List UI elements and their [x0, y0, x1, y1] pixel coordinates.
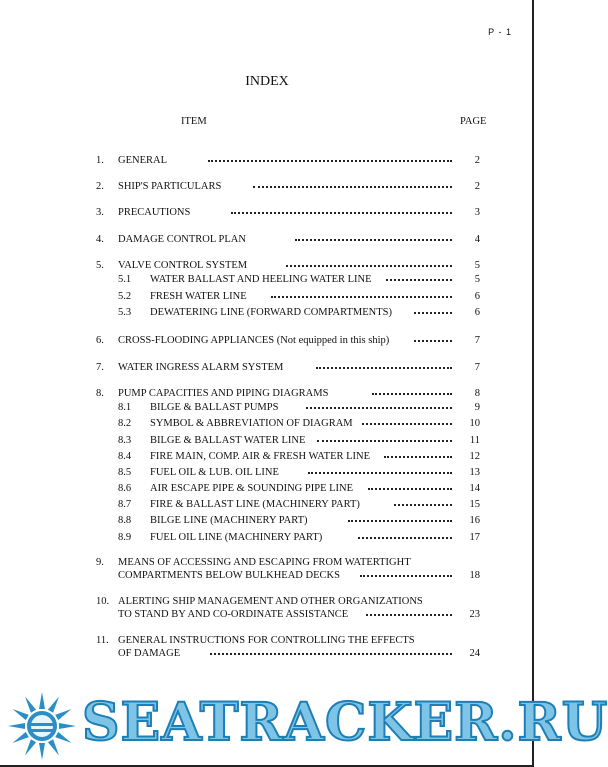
page-number: P - 1: [488, 27, 512, 37]
leader-dots: [414, 312, 452, 314]
entry-page: 14: [469, 483, 480, 494]
leader-dots: [231, 212, 452, 214]
page-column-header: PAGE: [460, 116, 487, 127]
leader-dots: [384, 456, 452, 458]
entry-page: 9: [474, 402, 480, 413]
leader-dots: [372, 393, 452, 395]
leader-dots: [316, 367, 452, 369]
entry-number: 8.5: [118, 467, 132, 478]
entry-title: MEANS OF ACCESSING AND ESCAPING FROM WATERTIGHT: [118, 557, 411, 568]
sun-logo-icon: [4, 688, 80, 760]
entry-title-line2: OF DAMAGE: [118, 648, 181, 659]
entry-title: FUEL OIL & LUB. OIL LINE: [150, 467, 279, 478]
entry-number: 3.: [96, 207, 104, 218]
entry-page: 12: [469, 451, 480, 462]
entry-number: 5.3: [118, 307, 132, 318]
entry-title-line2: COMPARTMENTS BELOW BULKHEAD DECKS: [118, 570, 340, 581]
entry-page: 10: [469, 418, 480, 429]
entry-title: VALVE CONTROL SYSTEM: [118, 260, 248, 271]
entry-number: 8.9: [118, 532, 132, 543]
leader-dots: [366, 614, 452, 616]
leader-dots: [271, 296, 452, 298]
entry-title: WATER INGRESS ALARM SYSTEM: [118, 362, 284, 373]
entry-page: 17: [469, 532, 480, 543]
entry-title: FRESH WATER LINE: [150, 291, 247, 302]
entry-page: 7: [474, 335, 480, 346]
entry-title: GENERAL: [118, 155, 167, 166]
item-column-header: ITEM: [181, 116, 207, 127]
entry-title: PUMP CAPACITIES AND PIPING DIAGRAMS: [118, 388, 329, 399]
entry-page: 6: [474, 291, 480, 302]
leader-dots: [306, 407, 452, 409]
entry-page: 6: [474, 307, 480, 318]
leader-dots: [362, 423, 452, 425]
entry-number: 10.: [96, 596, 110, 607]
entry-number: 11.: [96, 635, 109, 646]
entry-title: DEWATERING LINE (FORWARD COMPARTMENTS): [150, 307, 392, 318]
leader-dots: [358, 537, 452, 539]
entry-page: 5: [474, 274, 480, 285]
entry-title: WATER BALLAST AND HEELING WATER LINE: [150, 274, 372, 285]
entry-title: FUEL OIL LINE (MACHINERY PART): [150, 532, 323, 543]
leader-dots: [253, 186, 452, 188]
entry-page: 5: [474, 260, 480, 271]
leader-dots: [317, 440, 452, 442]
entry-page: 3: [474, 207, 480, 218]
entry-title: SHIP'S PARTICULARS: [118, 181, 222, 192]
entry-page: 24: [469, 648, 480, 659]
entry-page: 7: [474, 362, 480, 373]
entry-page: 11: [469, 435, 480, 446]
leader-dots: [394, 504, 452, 506]
entry-number: 5.: [96, 260, 104, 271]
leader-dots: [414, 340, 452, 342]
entry-number: 8.6: [118, 483, 132, 494]
entry-number: 5.1: [118, 274, 132, 285]
entry-number: 8.1: [118, 402, 132, 413]
entry-title: SYMBOL & ABBREVIATION OF DIAGRAM: [150, 418, 353, 429]
entry-title: DAMAGE CONTROL PLAN: [118, 234, 246, 245]
entry-number: 8.: [96, 388, 104, 399]
entry-page: 4: [474, 234, 480, 245]
entry-title: AIR ESCAPE PIPE & SOUNDING PIPE LINE: [150, 483, 354, 494]
leader-dots: [348, 520, 452, 522]
entry-number: 2.: [96, 181, 104, 192]
entry-title: GENERAL INSTRUCTIONS FOR CONTROLLING THE EFFECTS: [118, 635, 415, 646]
entry-number: 9.: [96, 557, 104, 568]
entry-number: 8.7: [118, 499, 132, 510]
entry-number: 1.: [96, 155, 104, 166]
entry-page: 8: [474, 388, 480, 399]
watermark: [0, 688, 608, 758]
entry-number: 4.: [96, 234, 104, 245]
entry-number: 8.8: [118, 515, 132, 526]
entry-title: FIRE MAIN, COMP. AIR & FRESH WATER LINE: [150, 451, 371, 462]
entry-page: 23: [469, 609, 480, 620]
leader-dots: [386, 279, 452, 281]
leader-dots: [286, 265, 452, 267]
entry-page: 18: [469, 570, 480, 581]
entry-page: 15: [469, 499, 480, 510]
entry-page: 2: [474, 181, 480, 192]
leader-dots: [368, 488, 452, 490]
leader-dots: [360, 575, 452, 577]
entry-number: 6.: [96, 335, 104, 346]
watermark-text: SEATRACKER.RU: [82, 692, 608, 753]
leader-dots: [208, 160, 452, 162]
entry-number: 8.3: [118, 435, 132, 446]
entry-number: 8.4: [118, 451, 132, 462]
leader-dots: [210, 653, 452, 655]
entry-title-line2: TO STAND BY AND CO-ORDINATE ASSISTANCE: [118, 609, 349, 620]
entry-page: 13: [469, 467, 480, 478]
leader-dots: [308, 472, 452, 474]
entry-number: 7.: [96, 362, 104, 373]
entry-page: 16: [469, 515, 480, 526]
entry-page: 2: [474, 155, 480, 166]
entry-title: CROSS-FLOODING APPLIANCES (Not equipped in this ship): [118, 335, 390, 346]
entry-title: PRECAUTIONS: [118, 207, 191, 218]
entry-title: BILGE & BALLAST WATER LINE: [150, 435, 306, 446]
entry-number: 5.2: [118, 291, 132, 302]
entry-title: ALERTING SHIP MANAGEMENT AND OTHER ORGANIZATIONS: [118, 596, 423, 607]
entry-title: BILGE & BALLAST PUMPS: [150, 402, 279, 413]
index-title: INDEX: [245, 74, 289, 89]
leader-dots: [295, 239, 452, 241]
entry-title: BILGE LINE (MACHINERY PART): [150, 515, 308, 526]
entry-number: 8.2: [118, 418, 132, 429]
entry-title: FIRE & BALLAST LINE (MACHINERY PART): [150, 499, 360, 510]
